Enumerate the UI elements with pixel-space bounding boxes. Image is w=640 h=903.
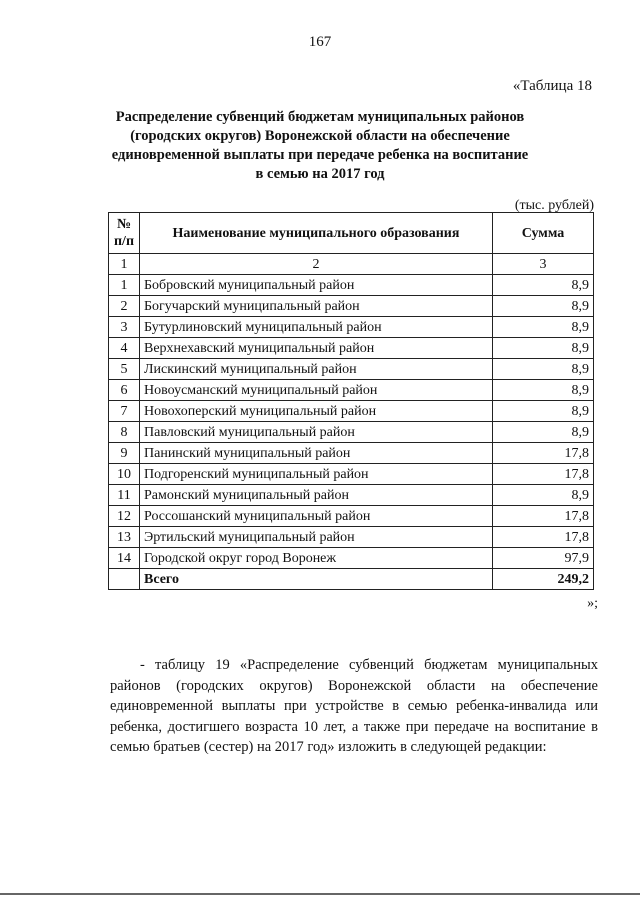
column-index: 3 <box>493 254 594 275</box>
table-title: Распределение субвенций бюджетам муниципальных районов (городских округов) Воронежской области на обеспечение единовременной выплаты при передаче ребенка на воспитание в семью на 2017 год <box>111 109 529 182</box>
row-number: 12 <box>109 506 140 527</box>
row-name: Эртильский муниципальный район <box>140 527 493 548</box>
row-number: 2 <box>109 296 140 317</box>
row-number: 14 <box>109 548 140 569</box>
row-sum: 17,8 <box>493 527 594 548</box>
row-sum: 97,9 <box>493 548 594 569</box>
header-name: Наименование муниципального образования <box>140 213 493 254</box>
total-label: Всего <box>140 569 493 590</box>
row-sum: 17,8 <box>493 506 594 527</box>
table-row <box>109 443 594 464</box>
header-number: № п/п <box>109 213 140 254</box>
table-row <box>109 275 594 296</box>
row-sum: 8,9 <box>493 380 594 401</box>
row-sum: 8,9 <box>493 296 594 317</box>
table-body <box>109 254 594 590</box>
row-sum: 8,9 <box>493 422 594 443</box>
table-row <box>109 317 594 338</box>
row-number: 8 <box>109 422 140 443</box>
row-sum: 17,8 <box>493 464 594 485</box>
row-name: Россошанский муниципальный район <box>140 506 493 527</box>
body-paragraph: - таблицу 19 «Распределение субвенций бюджетам муниципальных районов (городских округов) Воронежской области на обеспечение единовременной выплаты при устройстве в семью ребенка-инвалида или ребенка, достигшего возраста 10 лет, а также при передаче на воспитание в семью братьев (сестер) на 2017 год» изложить в следующей редакции: <box>110 657 598 755</box>
column-index: 2 <box>140 254 493 275</box>
row-number: 1 <box>109 275 140 296</box>
row-sum: 8,9 <box>493 485 594 506</box>
total-row <box>109 569 594 590</box>
table-label: «Таблица 18 <box>512 78 592 94</box>
row-number: 6 <box>109 380 140 401</box>
row-name: Бобровский муниципальный район <box>140 275 493 296</box>
header-row <box>109 213 594 254</box>
row-sum: 8,9 <box>493 317 594 338</box>
row-number: 9 <box>109 443 140 464</box>
row-number: 11 <box>109 485 140 506</box>
table-row <box>109 464 594 485</box>
row-name: Лискинский муниципальный район <box>140 359 493 380</box>
row-name: Рамонский муниципальный район <box>140 485 493 506</box>
table-row <box>109 296 594 317</box>
scan-edge-line <box>0 893 640 895</box>
table-row <box>109 338 594 359</box>
row-sum: 8,9 <box>493 359 594 380</box>
row-sum: 8,9 <box>493 275 594 296</box>
row-number: 13 <box>109 527 140 548</box>
closing-quote: »; <box>587 596 598 611</box>
row-name: Подгоренский муниципальный район <box>140 464 493 485</box>
table-row <box>109 422 594 443</box>
row-sum: 17,8 <box>493 443 594 464</box>
column-index-row <box>109 254 594 275</box>
page-number: 167 <box>308 34 332 50</box>
table-row <box>109 527 594 548</box>
row-number: 7 <box>109 401 140 422</box>
total-number <box>109 569 140 590</box>
row-number: 3 <box>109 317 140 338</box>
table-row <box>109 401 594 422</box>
row-number: 4 <box>109 338 140 359</box>
row-name: Павловский муниципальный район <box>140 422 493 443</box>
table-row <box>109 359 594 380</box>
row-name: Панинский муниципальный район <box>140 443 493 464</box>
row-name: Новохоперский муниципальный район <box>140 401 493 422</box>
row-sum: 8,9 <box>493 338 594 359</box>
row-name: Верхнехавский муниципальный район <box>140 338 493 359</box>
table-row <box>109 380 594 401</box>
table-row <box>109 548 594 569</box>
total-sum: 249,2 <box>493 569 594 590</box>
units-label: (тыс. рублей) <box>514 198 594 213</box>
row-number: 10 <box>109 464 140 485</box>
subvention-table <box>108 212 594 590</box>
row-name: Богучарский муниципальный район <box>140 296 493 317</box>
column-index: 1 <box>109 254 140 275</box>
table-row <box>109 506 594 527</box>
row-name: Новоусманский муниципальный район <box>140 380 493 401</box>
header-sum: Сумма <box>493 213 594 254</box>
row-number: 5 <box>109 359 140 380</box>
row-name: Городской округ город Воронеж <box>140 548 493 569</box>
table-row <box>109 485 594 506</box>
row-sum: 8,9 <box>493 401 594 422</box>
row-name: Бутурлиновский муниципальный район <box>140 317 493 338</box>
